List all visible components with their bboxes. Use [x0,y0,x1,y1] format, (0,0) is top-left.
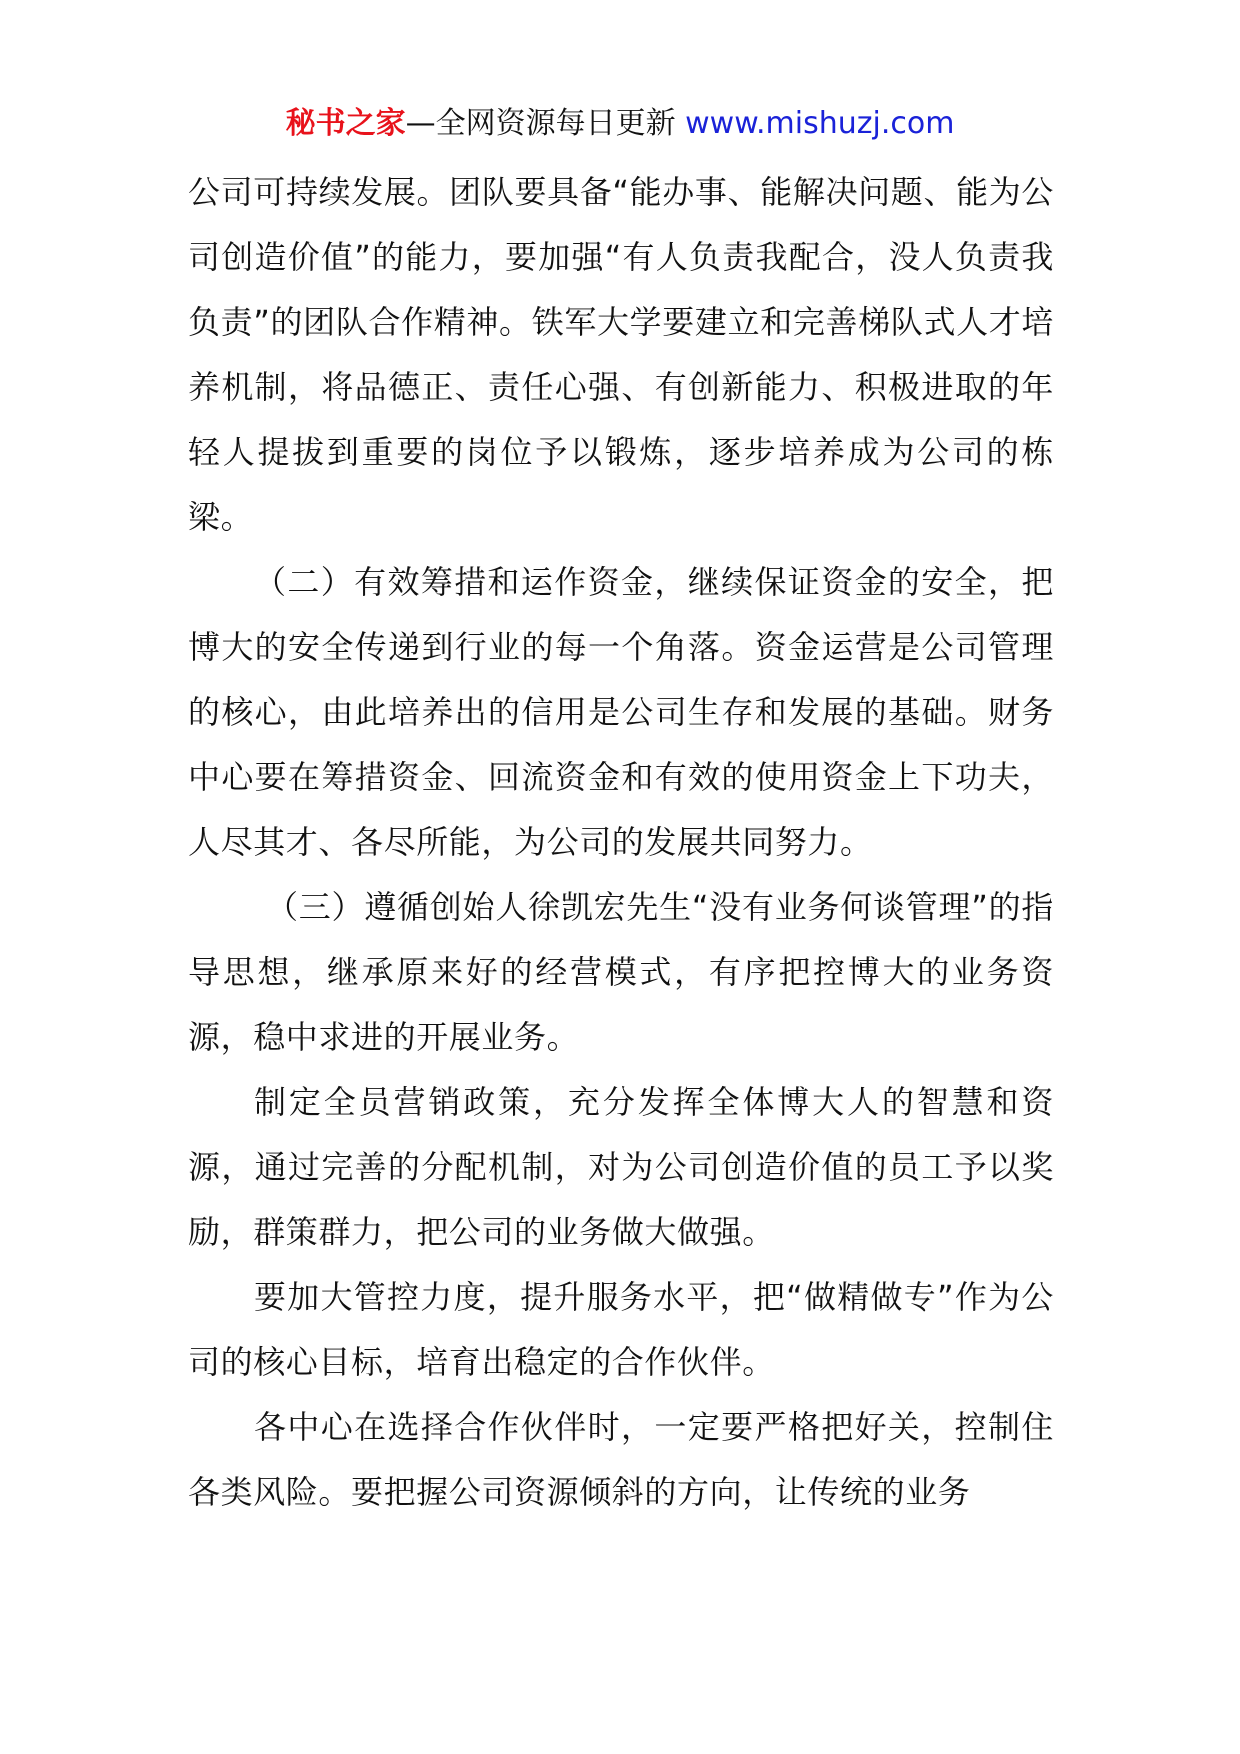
site-url-link[interactable]: www.mishuzj.com [685,106,955,141]
site-brand: 秘书之家 [285,106,406,141]
site-header [0,102,1240,146]
document-body [188,160,1054,1525]
site-tagline: —全网资源每日更新 [405,106,676,141]
paragraph: 公司可持续发展。团队要具备“能办事、能解决问题、能为公司创造价值”的能力，要加强“有人负责我配合，没人负责我负责”的团队合作精神。铁军大学要建立和完善梯队式人才培养机制，将品德正、责任心强、有创新能力、积极进取的年轻人提拔到重要的岗位予以锻炼，逐步培养成为公司的栋梁。 [188,173,1054,536]
paragraph: （二）有效筹措和运作资金，继续保证资金的安全，把博大的安全传递到行业的每一个角落。资金运营是公司管理的核心，由此培养出的信用是公司生存和发展的基础。财务中心要在筹措资金、回流资金和有效的使用资金上下功夫，人尽其才、各尽所能，为公司的发展共同努力。 [188,563,1054,861]
paragraph: 各中心在选择合作伙伴时，一定要严格把好关，控制住各类风险。要把握公司资源倾斜的方向，让传统的业务 [188,1408,1054,1511]
paragraph: 要加大管控力度，提升服务水平，把“做精做专”作为公司的核心目标，培育出稳定的合作伙伴。 [188,1278,1054,1381]
paragraph: 制定全员营销政策，充分发挥全体博大人的智慧和资源，通过完善的分配机制，对为公司创造价值的员工予以奖励，群策群力，把公司的业务做大做强。 [188,1083,1054,1251]
paragraph: （三）遵循创始人徐凯宏先生“没有业务何谈管理”的指导思想，继承原来好的经营模式，有序把控博大的业务资源，稳中求进的开展业务。 [188,888,1054,1056]
